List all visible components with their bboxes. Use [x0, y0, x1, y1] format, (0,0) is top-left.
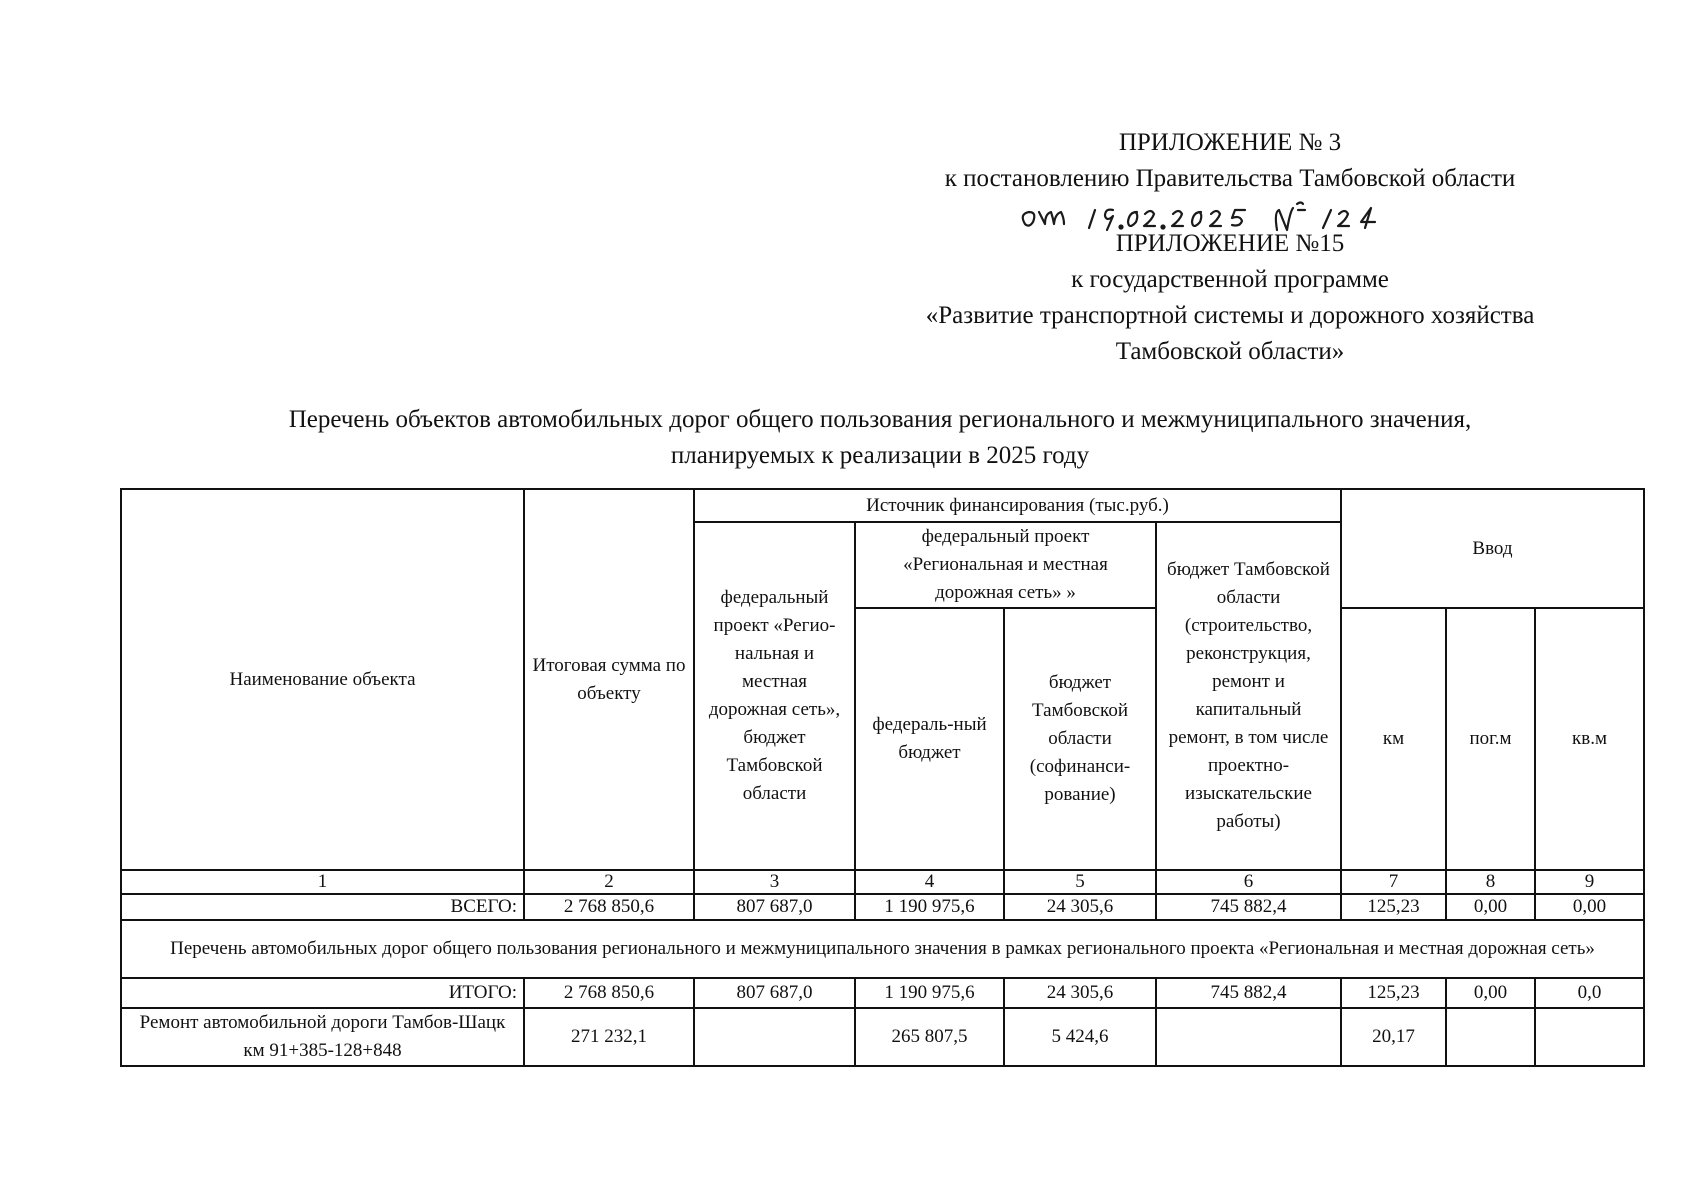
header-federal-project-combined: федеральный проект «Регио-нальная и местная дорожная сеть», бюджет Тамбовской области — [694, 522, 855, 870]
header-regional-budget: бюджет Тамбовской области (строительство, реконструкция, ремонт и капитальный ремонт, в том числе проектно-изыскательские работы) — [1156, 522, 1341, 870]
table-cell: 5 424,6 — [1004, 1008, 1156, 1066]
header-federal-budget: федераль-ный бюджет — [855, 608, 1004, 870]
column-number: 3 — [694, 870, 855, 894]
subtotal-cell: 745 882,4 — [1156, 978, 1341, 1008]
column-number: 9 — [1535, 870, 1644, 894]
column-number: 2 — [524, 870, 694, 894]
total-cell: 1 190 975,6 — [855, 894, 1004, 920]
document-title-line-2: планируемых к реализации в 2025 году — [670, 442, 1090, 469]
appendix-15-heading: ПРИЛОЖЕНИЕ №15 — [1115, 230, 1345, 257]
total-cell: 0,00 — [1446, 894, 1535, 920]
table-cell: 265 807,5 — [855, 1008, 1004, 1066]
subtotal-cell: 125,23 — [1341, 978, 1446, 1008]
header-kv-m: кв.м — [1535, 608, 1644, 870]
column-numbers-row — [121, 870, 1644, 894]
section-title: Перечень автомобильных дорог общего пользования регионального и межмуниципального значения в рамках регионального проекта «Региональная и местная дорожная сеть» — [121, 920, 1644, 978]
column-number: 5 — [1004, 870, 1156, 894]
program-reference: к государственной программе — [1071, 266, 1389, 293]
subtotal-label: ИТОГО: — [121, 978, 524, 1008]
object-name: Ремонт автомобильной дороги Тамбов-Шацк км 91+385-128+848 — [121, 1008, 524, 1066]
table-row — [121, 1008, 1644, 1066]
table-cell — [1535, 1008, 1644, 1066]
subtotal-cell: 0,0 — [1535, 978, 1644, 1008]
appendix-3-heading: ПРИЛОЖЕНИЕ № 3 — [1118, 129, 1342, 156]
column-number: 4 — [855, 870, 1004, 894]
header-funding-source: Источник финансирования (тыс.руб.) — [694, 489, 1341, 522]
header-total-sum: Итоговая сумма по объекту — [524, 489, 694, 870]
program-name: «Развитие транспортной системы и дорожного хозяйства — [925, 302, 1535, 329]
total-cell: 125,23 — [1341, 894, 1446, 920]
header-object-name: Наименование объекта — [121, 489, 524, 870]
resolution-reference: к постановлению Правительства Тамбовской области — [944, 165, 1516, 192]
header-pog-m: пог.м — [1446, 608, 1535, 870]
column-number: 6 — [1156, 870, 1341, 894]
total-cell: 2 768 850,6 — [524, 894, 694, 920]
document-title-line-1: Перечень объектов автомобильных дорог общего пользования регионального и межмуниципального значения, — [288, 406, 1472, 433]
header-federal-project: федеральный проект «Региональная и местная дорожная сеть» » — [855, 522, 1156, 608]
column-number: 1 — [121, 870, 524, 894]
section-title-row — [121, 920, 1644, 978]
total-cell: 807 687,0 — [694, 894, 855, 920]
table-cell: 20,17 — [1341, 1008, 1446, 1066]
table-cell — [1156, 1008, 1341, 1066]
subtotal-cell: 0,00 — [1446, 978, 1535, 1008]
table-cell: 271 232,1 — [524, 1008, 694, 1066]
total-cell: 24 305,6 — [1004, 894, 1156, 920]
header-km: км — [1341, 608, 1446, 870]
subtotal-cell: 2 768 850,6 — [524, 978, 694, 1008]
header-regional-cofinancing: бюджет Тамбовской области (софинанси-рование) — [1004, 608, 1156, 870]
table-cell — [1446, 1008, 1535, 1066]
header-input: Ввод — [1341, 489, 1644, 608]
subtotal-cell: 24 305,6 — [1004, 978, 1156, 1008]
subtotal-row — [121, 978, 1644, 1008]
program-region: Тамбовской области» — [1115, 338, 1345, 365]
total-label: ВСЕГО: — [121, 894, 524, 920]
subtotal-cell: 1 190 975,6 — [855, 978, 1004, 1008]
table-cell — [694, 1008, 855, 1066]
objects-table — [120, 488, 1645, 1067]
column-number: 8 — [1446, 870, 1535, 894]
total-cell: 0,00 — [1535, 894, 1644, 920]
total-cell: 745 882,4 — [1156, 894, 1341, 920]
column-number: 7 — [1341, 870, 1446, 894]
subtotal-cell: 807 687,0 — [694, 978, 855, 1008]
total-row — [121, 894, 1644, 920]
